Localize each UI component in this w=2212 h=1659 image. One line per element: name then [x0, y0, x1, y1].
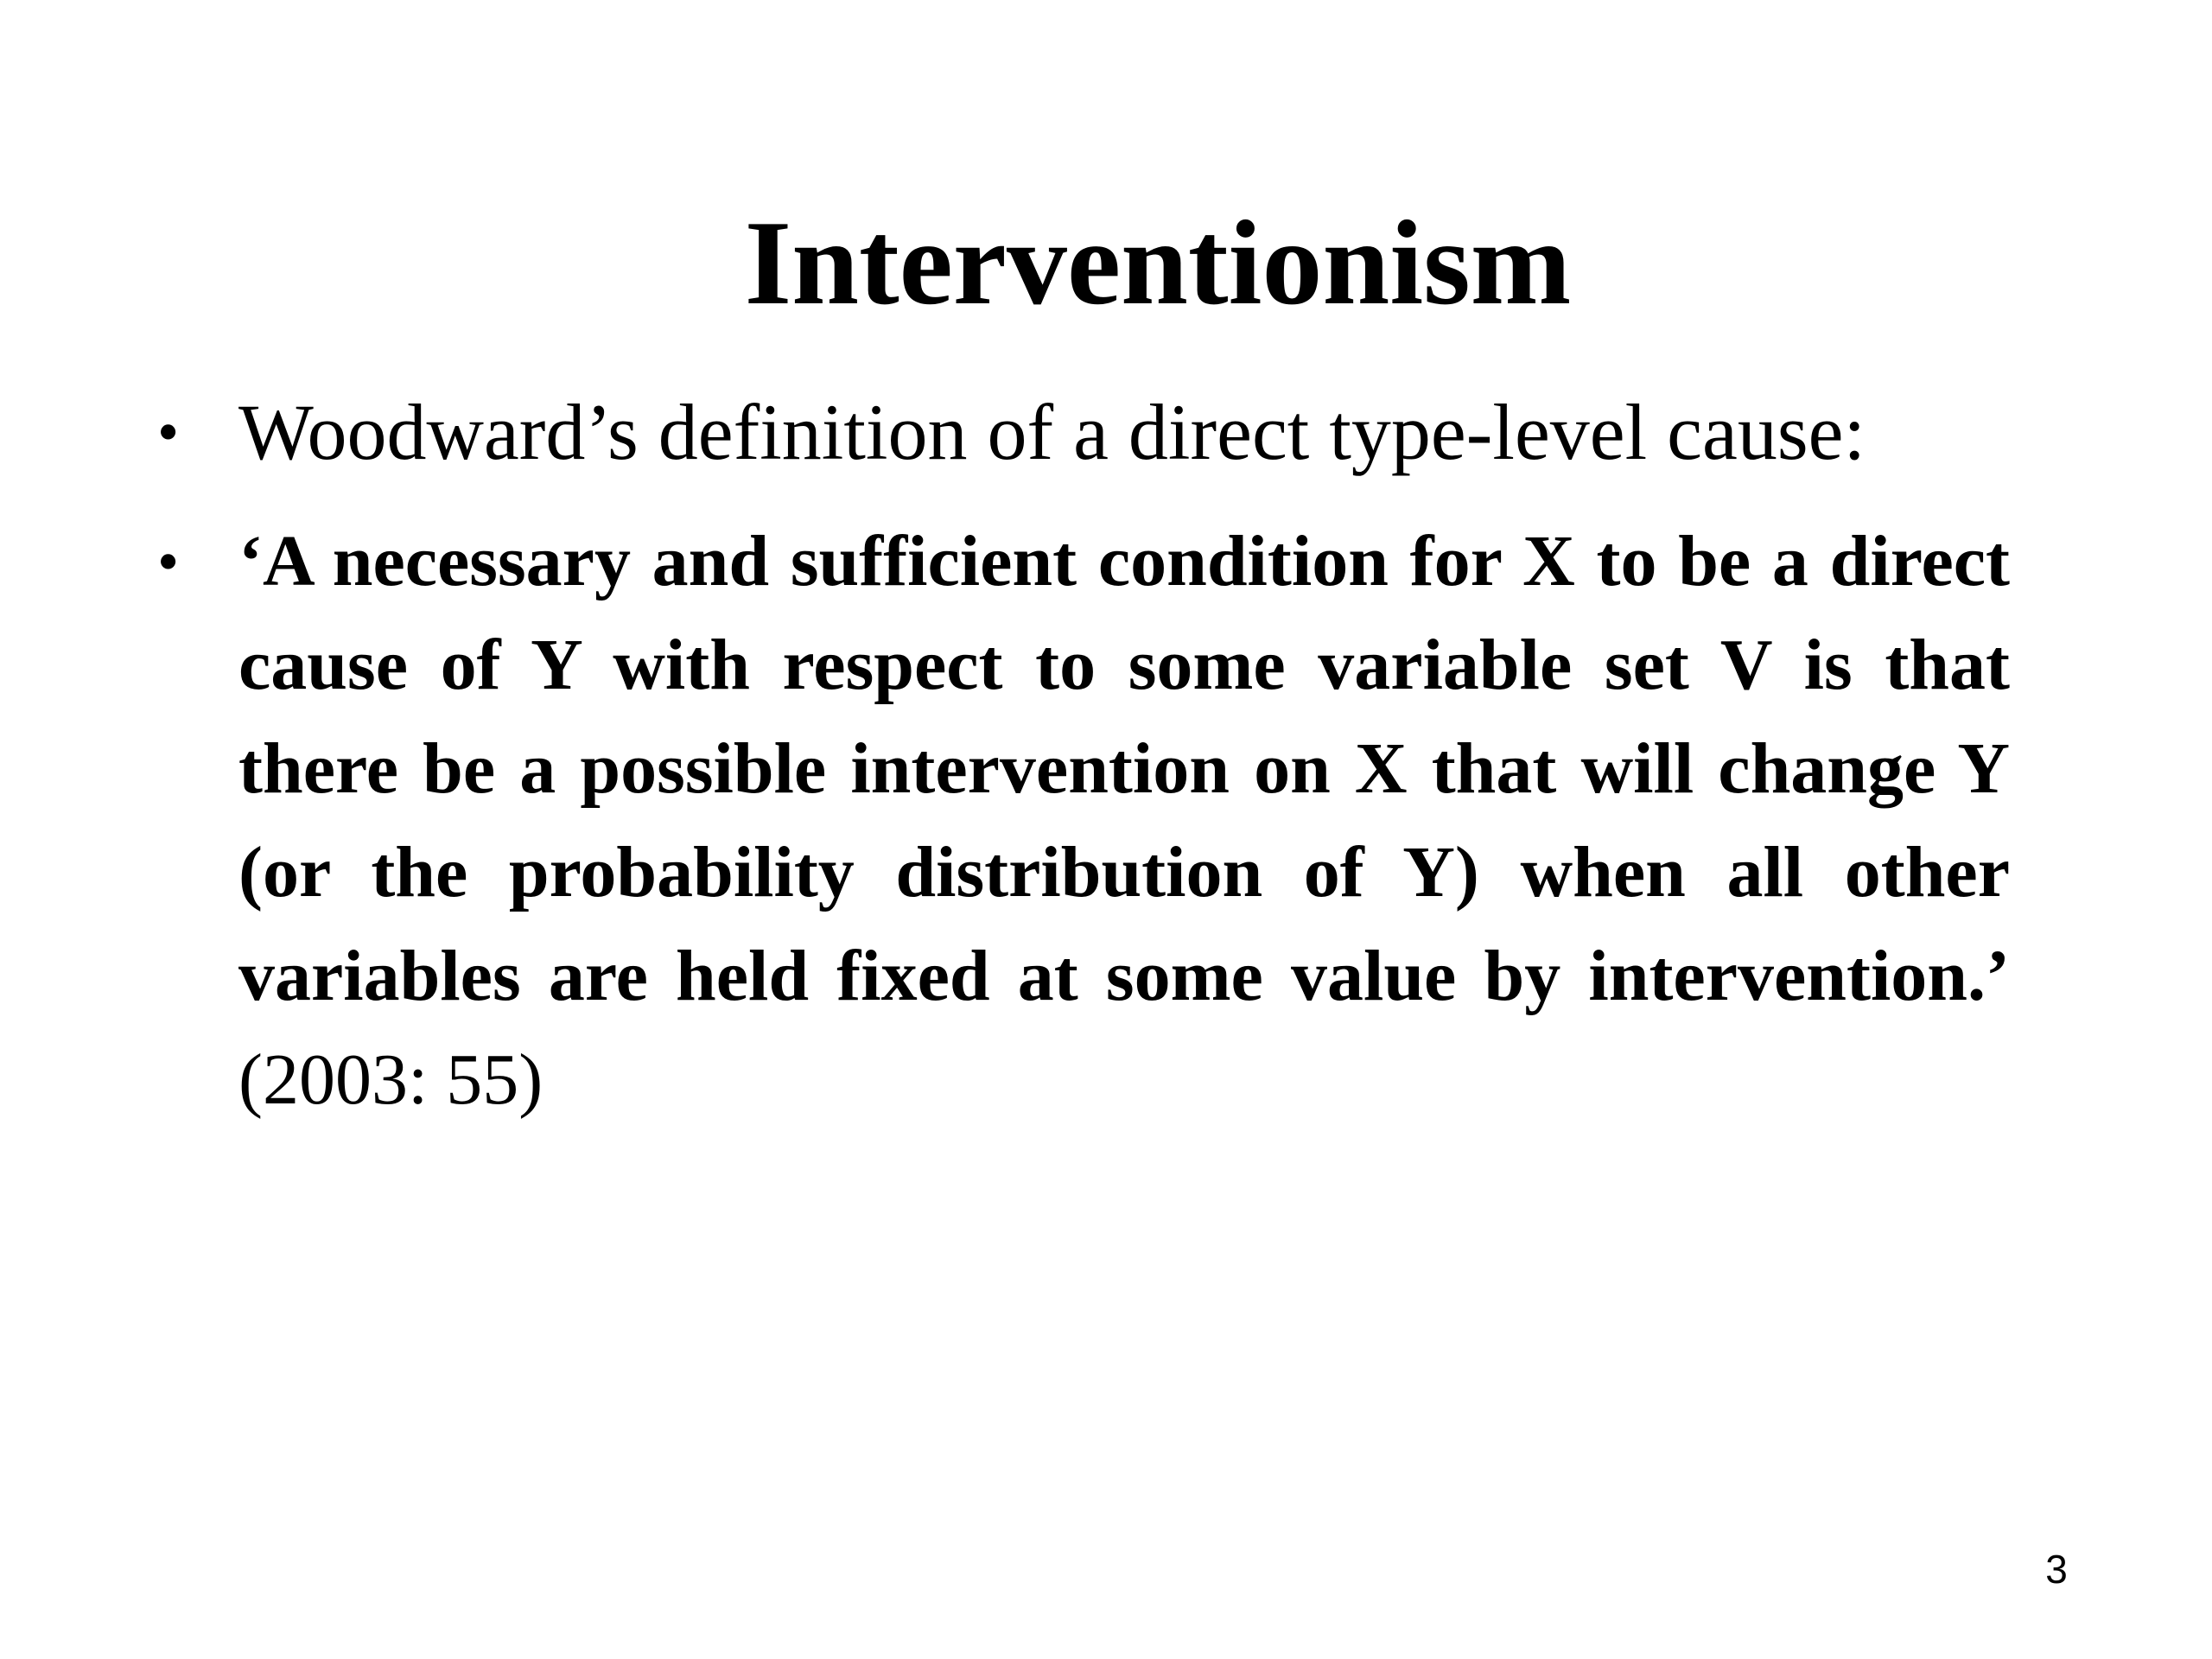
bullet-marker: • — [157, 397, 180, 467]
bullet-text: Woodward’s definition of a direct type-level cause: — [238, 388, 1866, 476]
bullet-quote-paragraph — [238, 510, 2010, 1132]
slide-title: Interventionism — [744, 196, 1572, 330]
bullet-marker: • — [157, 527, 180, 596]
page-number: 3 — [2045, 1547, 2068, 1592]
bullet-list — [150, 380, 2025, 1132]
quote-text: ‘A necessary and sufficient condition for X to be a direct cause of Y with respect to some variable set V is that there be a possible intervention on X that will change Y (or the probability distribution of Y) when all other variables are held fixed at some value by intervention.’ — [238, 521, 2010, 1016]
bullet-item-definition — [150, 380, 2025, 484]
citation-text: (2003: 55) — [238, 1039, 543, 1120]
bullet-item-quote — [150, 510, 2025, 1132]
